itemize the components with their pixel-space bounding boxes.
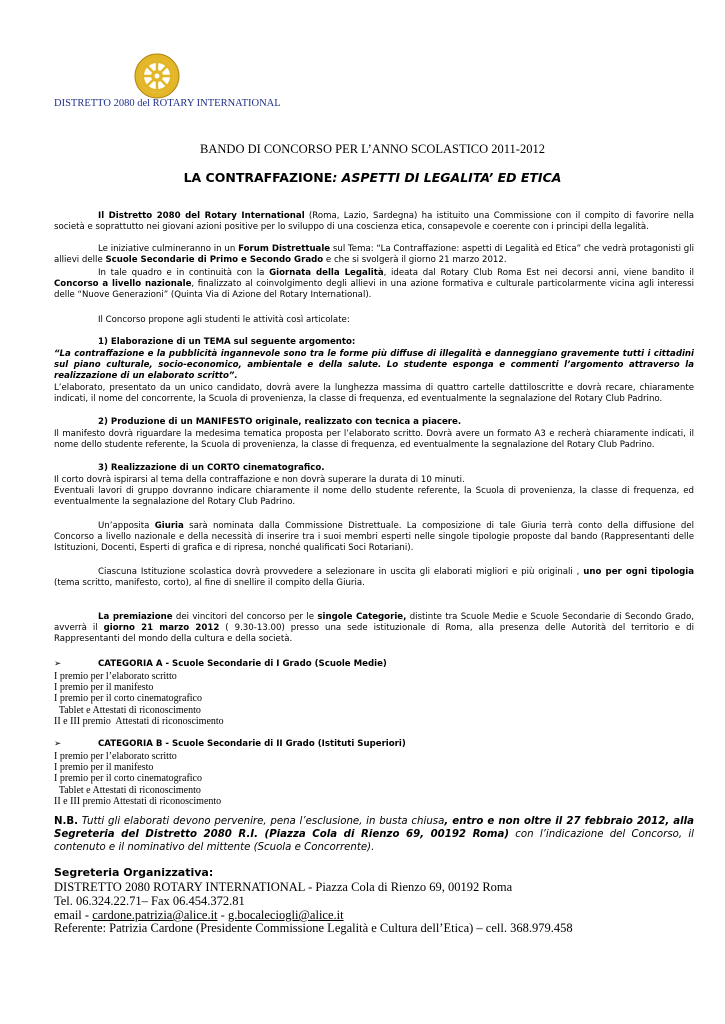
rotary-wheel-icon (133, 52, 181, 100)
activity-3-body-2: Eventuali lavori di gruppo dovranno indicare chiaramente il nome dello studente referente, la Scuola di provenienza, la classe di frequenza, ed eventualmente la segnalazione del Rotary Club Padrino. (54, 486, 694, 508)
bullet-arrow-icon: ➢ (54, 739, 62, 749)
email-link-2[interactable]: g.bocaleciogli@alice.it (227, 908, 344, 922)
giuria-paragraph: Un’apposita Giuria sarà nominata dalla Commissione Distrettuale. La composizione di tale Giuria terrà conto della diffusione del Concorso a livello nazionale e della necessità di inserire tra i suoi membri esperti nelle singole tipologie proposte dal bando (Rappresentanti delle Istituzioni, Docenti, Esperti di grafica e di ripresa, nonché qualificati Soci Rotariani). (54, 521, 694, 554)
segreteria-address: DISTRETTO 2080 ROTARY INTERNATIONAL - Piazza Cola di Rienzo 69, 00192 Roma (54, 880, 513, 894)
activity-3-body-1: Il corto dovrà ispirarsi al tema della contraffazione e non dovrà superare la durata di 10 minuti. (54, 475, 465, 485)
list-item: Tablet e Attestati di riconoscimento (54, 704, 201, 716)
list-item: Tablet e Attestati di riconoscimento (54, 784, 201, 796)
category-a-heading: ➢ CATEGORIA A - Scuole Secondarie di I Grado (Scuole Medie) (54, 659, 387, 669)
segreteria-heading: Segreteria Organizzativa: (54, 866, 214, 879)
list-item: II e III premio Attestati di riconoscimento (54, 715, 224, 727)
page-title: BANDO DI CONCORSO PER L’ANNO SCOLASTICO 2011-2012 (200, 142, 545, 156)
premiazione-paragraph: La premiazione dei vincitori del concorso per le singole Categorie, distinte tra Scuole Medie e Scuole Secondarie di Secondo Grado, avverrà il giorno 21 marzo 2012 ( 9.30-13.00) presso una sede istituzionale di Roma, alla presenza delle Autorità del territorio e di Rappresentanti del mondo della cultura e della società. (54, 612, 695, 645)
nb-paragraph: N.B. Tutti gli elaborati devono pervenire, pena l’esclusione, in busta chiusa, entro e non oltre il 27 febbraio 2012, alla Segreteria del Distretto 2080 R.I. (Piazza Cola di Rienzo 69, 00192 Roma) con l’indicazione del Concorso, il contenuto e il nominativo del mittente (Scuola e Concorrente). (54, 816, 694, 854)
page-subtitle: LA CONTRAFFAZIONE: ASPETTI DI LEGALITA’ ED ETICA (183, 170, 562, 185)
activity-1-body: L’elaborato, presentato da un unico candidato, dovrà avere la lunghezza massima di quattro cartelle dattiloscritte e dovrà recare, chiaramente indicati, il nome del concorrente, la Scuola di provenienza, la classe di frequenza, ed eventualmente la segnalazione del Rotary Club Padrino. (54, 383, 694, 405)
segreteria-referente: Referente: Patrizia Cardone (Presidente Commissione Legalità e Cultura dell’Etica) – cell. 368.979.458 (54, 921, 573, 935)
intro-paragraph-1: Il Distretto 2080 del Rotary International (Roma, Lazio, Sardegna) ha istituito una Commissione con il compito di favorire nella società e soprattutto nei giovani azioni positive per lo sviluppo di una coscienza etica, consapevole e coerente con i principi della legalità. (54, 211, 694, 233)
email-link-1[interactable]: cardone.patrizia@alice.it (92, 908, 218, 922)
category-b-list (54, 751, 221, 807)
bullet-arrow-icon: ➢ (54, 659, 62, 669)
intro-paragraph-4: Il Concorso propone agli studenti le attività così articolate: (98, 315, 350, 325)
list-item: I premio per il corto cinematografico (54, 773, 202, 785)
segreteria-email: email - cardone.patrizia@alice.it - g.bocaleciogli@alice.it (54, 908, 344, 922)
category-a-list (54, 671, 224, 727)
activity-1-heading: 1) Elaborazione di un TEMA sul seguente argomento: (98, 337, 356, 347)
segreteria-phone: Tel. 06.324.22.71– Fax 06.454.372.81 (54, 894, 245, 908)
list-item: I premio per il manifesto (54, 682, 154, 694)
intro-paragraph-3: In tale quadro e in continuità con la Giornata della Legalità, ideata dal Rotary Club Roma Est nei decorsi anni, viene bandito il Concorso a livello nazionale, finalizzato al coinvolgimento degli allievi in una azione formativa e culturale particolarmente vicina agli interessi delle “Nuove Generazioni” (Quinta Via di Azione del Rotary International). (54, 268, 695, 301)
activity-2-body: Il manifesto dovrà riguardare la medesima tematica proposta per l’elaborato scritto. Dovrà avere un formato A3 e recherà chiaramente indicati, il nome dello studente referente, la Scuola di provenienza, la classe di frequenza, ed eventualmente la segnalazione del Rotary Club Padrino. (54, 429, 694, 451)
list-item: II e III premio Attestati di riconoscimento (54, 795, 222, 807)
selezione-paragraph: Ciascuna Istituzione scolastica dovrà provvedere a selezionare in uscita gli elaborati migliori e più originali , uno per ogni tipologia (tema scritto, manifesto, corto), al fine di snellire il compito della Giuria. (54, 567, 695, 589)
activity-2-heading: 2) Produzione di un MANIFESTO originale, realizzato con tecnica a piacere. (98, 417, 462, 427)
category-b-heading: ➢ CATEGORIA B - Scuole Secondarie di II Grado (Istituti Superiori) (54, 739, 406, 749)
list-item: I premio per il corto cinematografico (54, 693, 202, 705)
list-item: I premio per il manifesto (54, 762, 154, 774)
list-item: I premio per l’elaborato scritto (54, 671, 177, 682)
activity-3-heading: 3) Realizzazione di un CORTO cinematografico. (98, 463, 325, 473)
list-item: I premio per l’elaborato scritto (54, 751, 177, 762)
district-header: DISTRETTO 2080 del ROTARY INTERNATIONAL (54, 98, 281, 109)
intro-paragraph-2: Le iniziative culmineranno in un Forum Distrettuale sul Tema: “La Contraffazione: aspetti di Legalità ed Etica” che vedrà protagonisti gli allievi delle Scuole Secondarie di Primo e Secondo Grado e che si svolgerà il giorno 21 marzo 2012. (54, 244, 694, 266)
activity-1-quote: “La contraffazione e la pubblicità ingannevole sono tra le forme più diffuse di illegalità e danneggiano gravemente tutti i cittadini sul piano culturale, socio-economico, ambientale e della salute. Lo studente esponga e commenti l’argomento attraverso la realizzazione di un elaborato scritto”. (54, 349, 694, 382)
